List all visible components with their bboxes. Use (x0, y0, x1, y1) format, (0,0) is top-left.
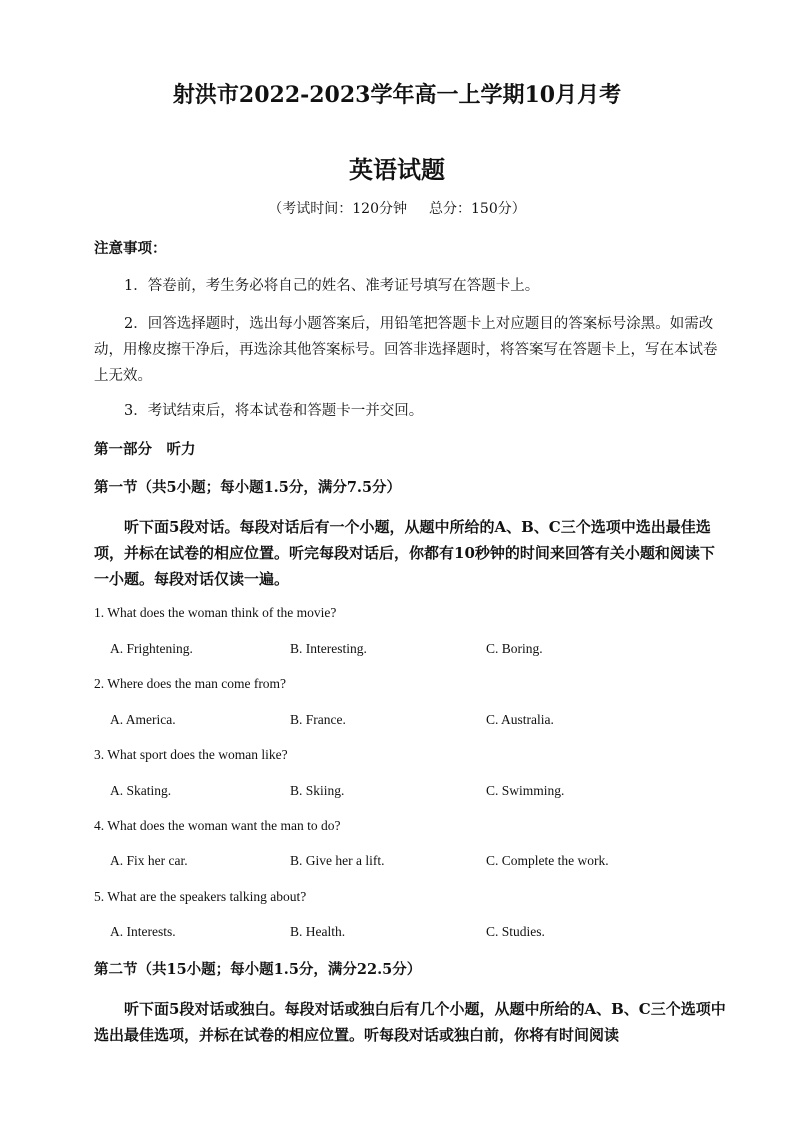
q2-option-b: B. France. (290, 712, 346, 727)
q3-option-c: C. Swimming. (486, 783, 565, 798)
question-2: 2. Where does the man come from? (94, 676, 287, 691)
q4-option-a: A. Fix her car. (110, 853, 188, 868)
page-title: 射洪市2022-2023学年高一上学期10月月考 (172, 82, 622, 108)
q3-option-a: A. Skating. (110, 783, 172, 798)
section2-heading: 第二节（共15小题；每小题1.5分，满分22.5分） (94, 961, 422, 978)
q1-option-b: B. Interesting. (290, 641, 367, 656)
question-1: 1. What does the woman think of the movie? (94, 605, 337, 620)
q4-option-c: C. Complete the work. (486, 853, 609, 868)
section1-instruction: 听下面5段对话。每段对话后有一个小题，从题中所给的A、B、C三个选项中选出最佳选项，并标在试卷的相应位置。听完每段对话后，你都有10秒钟的时间来回答有关小题和阅读下一小题。每段对话仅读一遍。 (94, 518, 715, 588)
exam-info (0, 198, 794, 218)
question-4: 4. What does the woman want the man to do? (94, 818, 341, 833)
q1-option-c: C. Boring. (486, 641, 543, 656)
section2-instruction: 听下面5段对话或独白。每段对话或独白后有几个小题，从题中所给的A、B、C三个选项中选出最佳选项，并标在试卷的相应位置。听每段对话或独白前，你将有时间阅读 (94, 1000, 726, 1044)
q3-option-b: B. Skiing. (290, 783, 345, 798)
section1-heading: 第一节（共5小题；每小题1.5分，满分7.5分） (94, 479, 402, 496)
q5-option-b: B. Health. (290, 924, 346, 939)
note-item-1: 1．答卷前，考生务必将自己的姓名、准考证号填写在答题卡上。 (124, 278, 540, 294)
question-3: 3. What sport does the woman like? (94, 747, 288, 762)
total-score: 总分：150分） (429, 201, 526, 217)
q2-option-c: C. Australia. (486, 712, 554, 727)
notes-heading: 注意事项： (94, 240, 167, 257)
q5-option-c: C. Studies. (486, 924, 545, 939)
exam-time: （考试时间：120分钟 (268, 201, 407, 217)
question-5: 5. What are the speakers talking about? (94, 889, 307, 904)
q4-option-b: B. Give her a lift. (290, 853, 385, 868)
page-subtitle: 英语试题 (349, 155, 445, 184)
note-item-2: 2．回答选择题时，选出每小题答案后，用铅笔把答题卡上对应题目的答案标号涂黑。如需改动，用橡皮擦干净后，再选涂其他答案标号。回答非选择题时，将答案写在答题卡上，写在本试卷上无效。 (94, 316, 718, 384)
q2-option-a: A. America. (110, 712, 176, 727)
part1-heading: 第一部分 听力 (94, 441, 196, 458)
q1-option-a: A. Frightening. (110, 641, 193, 656)
q5-option-a: A. Interests. (110, 924, 176, 939)
note-item-3: 3．考试结束后，将本试卷和答题卡一并交回。 (124, 403, 424, 419)
